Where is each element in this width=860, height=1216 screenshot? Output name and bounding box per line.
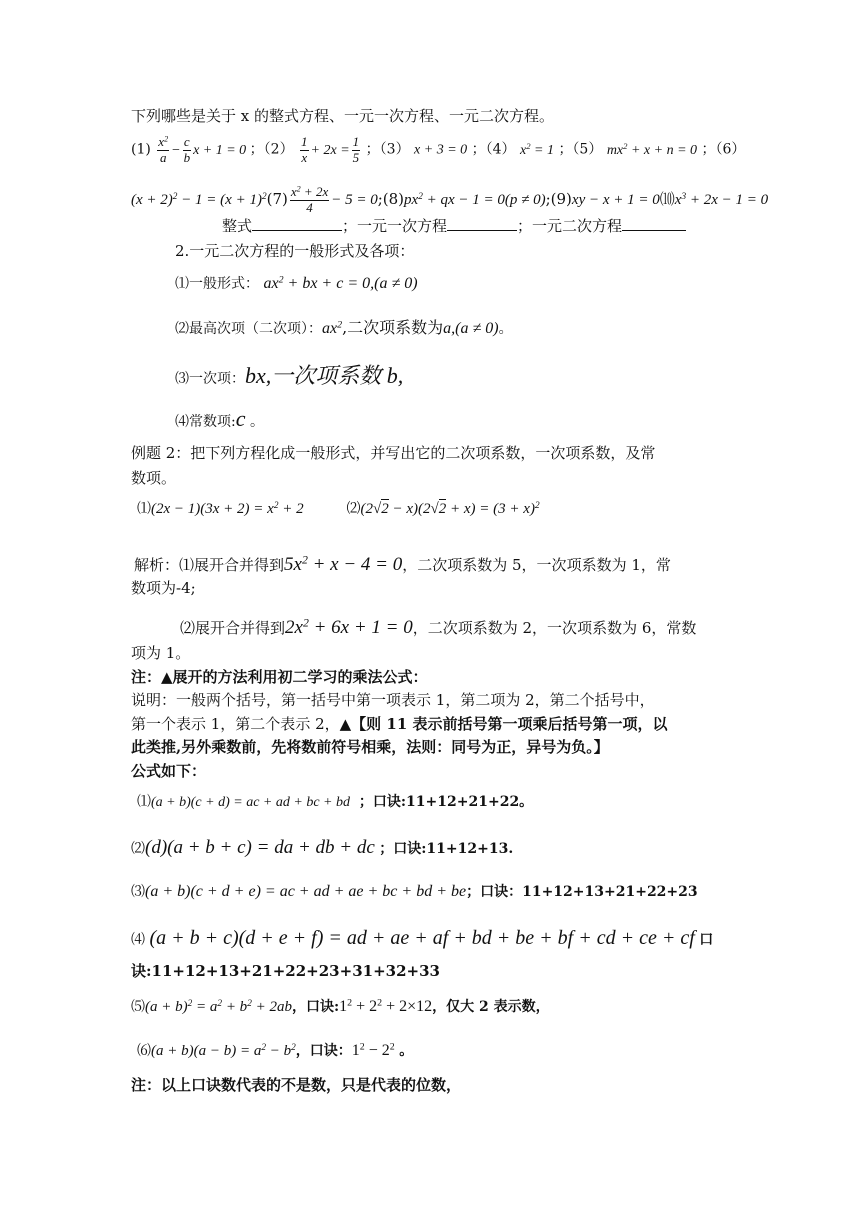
solution1-pre: 解析：⑴展开合并得到: [134, 556, 285, 574]
eq9: xy − x + 1 = 0: [571, 191, 660, 208]
blank-quadratic[interactable]: [622, 230, 686, 231]
eq5: $mx^2 + x + n = 0$: [606, 140, 698, 158]
formula-3: ⑶(a + b)(c + d + e) = ac + ad + ae + bc + bd + be；口诀：11+12+13+21+22+23: [131, 883, 698, 900]
eq3: x + 3 = 0: [414, 142, 468, 158]
blank-label-zhengshi: 整式: [222, 217, 253, 235]
formula-1: ⑴(a + b)(c + d) = ac + ad + bc + bd ；口诀:11+12+21+22。: [137, 794, 534, 810]
formula-1-rhs: = ac + ad + bc + bd: [233, 795, 350, 810]
problem2-label: ⑵: [346, 501, 361, 517]
blank-linear[interactable]: [447, 230, 517, 231]
eq1: $\frac{x^2}{a}$ − $\frac{c}{b}$ x + 1 = 0: [158, 134, 247, 165]
eq8-number: ;(8): [377, 189, 405, 208]
note-explain2-bold: ▲【则 11 表示前括号第一项乘后括号第一项，以: [339, 715, 668, 733]
formula-2: ⑵(d)(a + b + c) = da + db + dc ；口诀:11+12+13.: [131, 837, 514, 858]
quadratic-term-text: ,二次项系数为: [342, 318, 444, 337]
formula-3-label: ⑶: [131, 884, 145, 900]
linear-term-label: ⑶一次项：: [175, 371, 245, 387]
solution1: [134, 555, 671, 574]
eq8-tail: + qx − 1 = 0(p ≠ 0): [426, 191, 546, 208]
equation-list-line2: [131, 185, 768, 216]
eq7: $\frac{x^2 + 2x}{4}$ − 5 = 0: [290, 184, 378, 215]
eq10: $x^3 + 2x - 1 = 0$: [674, 191, 769, 208]
general-form: [175, 276, 418, 292]
solution2-formula: $2x^2 + 6x + 1 = 0$: [285, 616, 413, 638]
eq8: $px^2$ + qx − 1 = 0(p ≠ 0): [404, 191, 546, 208]
eq1-number: (1): [131, 141, 151, 158]
constant-term-formula: c: [235, 406, 246, 431]
example2-problems: [137, 502, 540, 517]
linear-term-formula: bx,一次项系数 b,: [245, 363, 404, 388]
eq6-number: ；（6）: [701, 141, 746, 158]
formula-2-mnemonic: ；口诀:11+12+13.: [379, 841, 514, 857]
formula-4-mnemonic-a: 口: [699, 932, 714, 948]
problem1-label: ⑴: [137, 501, 151, 517]
formula-4: ⑷ (a + b + c)(d + e + f) = ad + ae + af + bd + be + bf + cd + ce + cf 口: [131, 927, 714, 949]
section2-title: 2.一元二次方程的一般形式及各项：: [175, 242, 415, 260]
formula-3-mnemonic: ；口诀：11+12+13+21+22+23: [466, 884, 698, 900]
solution2: [180, 618, 696, 637]
solution1-formula: $5x^2 + x - 4 = 0$: [284, 553, 403, 575]
constant-term-end: 。: [249, 414, 264, 430]
problem1: $(2x - 1)(3x + 2) = x^2 + 2$: [151, 500, 304, 517]
eq9-number: ;(9): [545, 189, 572, 208]
solution2-line2: 项为 1。: [131, 644, 191, 662]
eq4-number: ；（4）: [471, 141, 516, 158]
equation-list-line1: [131, 135, 745, 166]
formula-2-label: ⑵: [131, 841, 145, 857]
solution2-pre: ⑵展开合并得到: [180, 619, 286, 637]
formula-title: 公式如下：: [131, 762, 207, 780]
note-title: 注：▲展开的方法利用初二学习的乘法公式：: [131, 668, 428, 686]
eq2-tail: + 2x =: [310, 142, 350, 158]
formula-6-end: 。: [399, 1043, 414, 1059]
eq10-number: ⑽: [659, 189, 675, 208]
eq7-tail: − 5 = 0: [331, 191, 378, 208]
final-note: 注：以上口诀数代表的不是数，只是代表的位数，: [131, 1076, 462, 1094]
linear-term: [175, 365, 403, 387]
eq5-number: ；（5）: [558, 141, 603, 158]
formula-1-label: ⑴: [137, 794, 151, 810]
formula-1-mnemonic: ；口诀:11+12+21+22。: [358, 794, 534, 810]
answer-blanks: [222, 219, 686, 234]
eq2-number: ；（2）: [249, 141, 294, 158]
formula-5-tail: ，仅大 2 表示数，: [432, 999, 550, 1015]
formula-5-label: ⑸: [131, 999, 145, 1015]
formula-2-rhs: = da + db + dc: [256, 837, 375, 858]
eq10-tail: + 2x − 1 = 0: [689, 191, 769, 208]
eq3-number: ；（3）: [365, 141, 410, 158]
formula-4-label: ⑷: [131, 932, 145, 948]
blank-label-quadratic: ；一元二次方程: [517, 217, 623, 235]
eq6: $(x + 2)^2 - 1 = (x + 1)^2$: [131, 191, 267, 208]
note-explain1: 说明：一般两个括号，第一括号中第一项表示 1，第二项为 2，第二个括号中，: [131, 691, 655, 709]
problem2: $(2√2 - x)(2√2 + x) = (3 + x)^2$: [360, 500, 540, 517]
quadratic-term-label: ⑵最高次项（二次项）：: [175, 321, 322, 337]
note-explain3: 此类推,另外乘数前，先将数前符号相乘，法则：同号为正，异号为负。】: [131, 738, 609, 756]
formula-6: ⑹(a + $b)(a - b) = a^2 - b^2$，口诀：$1^2 - 2^2$ 。: [137, 1041, 414, 1059]
formula-6-label: ⑹: [137, 1043, 151, 1059]
formula-4-mnemonic: 诀:11+12+13+21+22+23+31+32+33: [131, 962, 440, 980]
solution2-post: ，二次项系数为 2，一次项系数为 6，常数: [412, 619, 697, 637]
example2-line1: 例题 2：把下列方程化成一般形式，并写出它的二次项系数，一次项系数，及常: [131, 444, 656, 462]
blank-zhengshi[interactable]: [252, 230, 342, 231]
note-explain2: [131, 717, 667, 732]
general-form-label: ⑴一般形式：: [175, 276, 259, 292]
eq1-tail: x + 1 = 0: [193, 142, 247, 158]
eq5-tail: + x + n = 0: [630, 142, 698, 158]
formula-3-rhs: = ac + ad + ae + bc + bd + be: [264, 883, 467, 900]
eq4: $x^2 = 1$: [519, 140, 554, 158]
intro-text: 下列哪些是关于 x 的整式方程、一元一次方程、一元二次方程。: [131, 107, 554, 125]
quadratic-term: ⑵最高次项（二次项）：$ax^2$,二次项系数为a,(a ≠ 0)。: [175, 318, 513, 337]
formula-5-mnemonic: ，口诀:: [291, 999, 340, 1015]
example2-line2: 数项。: [131, 469, 177, 487]
general-form-formula: $ax^2$ + bx + c = 0,(a ≠ 0): [263, 274, 418, 292]
solution1-post: ，二次项系数为 5，一次项系数为 1，常: [402, 556, 671, 574]
solution1-line2: 数项为-4;: [131, 579, 196, 597]
constant-term-label: ⑷常数项:: [175, 414, 236, 430]
constant-term: [175, 408, 264, 430]
formula-6-mnemonic: ，口诀：: [295, 1043, 352, 1059]
blank-label-linear: ；一元一次方程: [342, 217, 448, 235]
eq2: $\frac{1}{x}$ + 2x = $\frac{1}{5}$: [301, 134, 360, 165]
note-explain2-pre: 第一个表示 1，第二个表示 2，: [131, 715, 340, 733]
formula-5: ⑸(a + $b)^2 = a^2 + b^2 + 2ab$，口诀$:1^2 + 2^2 + 2\times 12$，仅大 2 表示数，: [131, 997, 550, 1015]
formula-4-rhs: = ad + ae + af + bd + be + bf + cd + ce + cf: [328, 927, 695, 949]
eq7-number: (7): [266, 189, 288, 208]
